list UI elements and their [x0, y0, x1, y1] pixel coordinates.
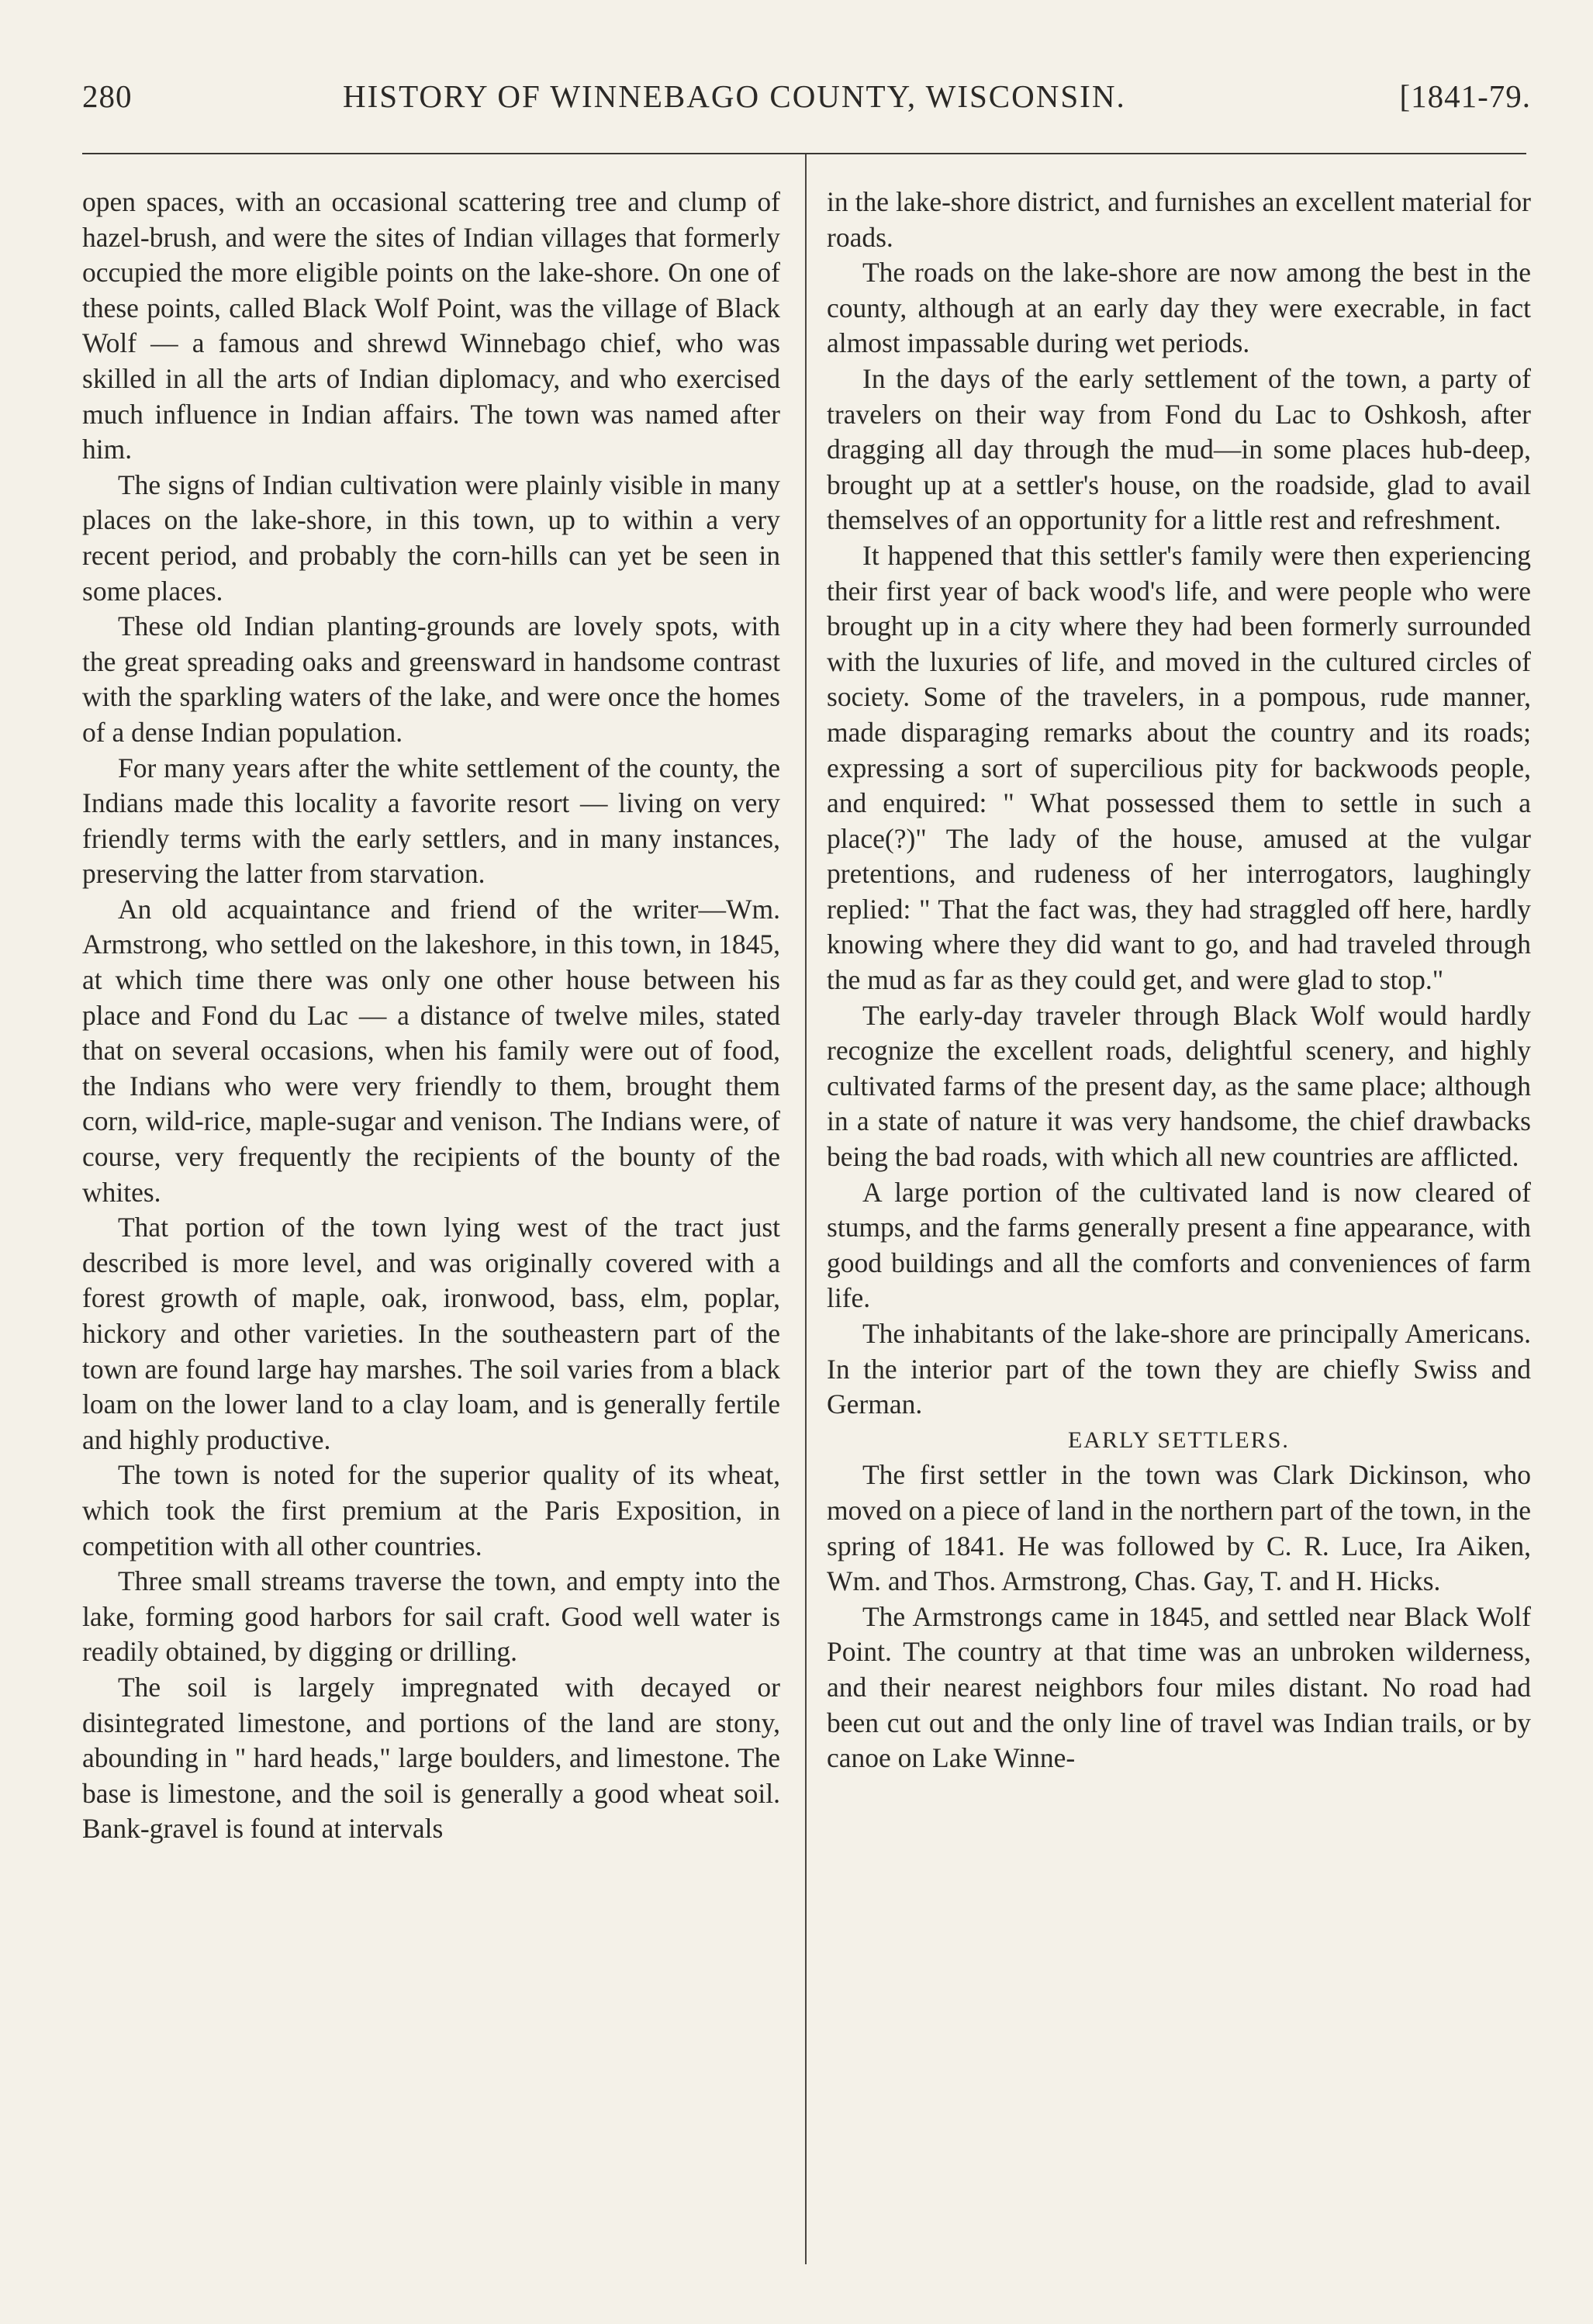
paragraph: open spaces, with an occasional scattering tree and clump of hazel-brush, and were the sites of Indian villages that formerly occupied the more eligible points on the lake-shore. On one of these points, called Black Wolf Point, was the village of Black Wolf — a famous and shrewd Winnebago chief, who was skilled in all the arts of Indian diplomacy, and who exercised much influence in Indian affairs. The town was named after him. — [82, 186, 780, 465]
paragraph: in the lake-shore district, and furnishes an excellent material for roads. — [827, 186, 1531, 253]
paragraph: The roads on the lake-shore are now among the best in the county, although at an early day they were execrable, in fact almost impassable during wet periods. — [827, 257, 1531, 359]
paragraph: The early-day traveler through Black Wolf would hardly recognize the excellent roads, delightful scenery, and highly cultivated farms of the present day, as the same place; although in a state of nature it was very handsome, the chief drawbacks being the bad roads, with which all new countries are afflicted. — [827, 999, 1531, 1173]
paragraph: The soil is largely impregnated with decayed or disintegrated limestone, and portions of the land are stony, abounding in " hard heads," large boulders, and limestone. The base is limestone, and the soil is generally a good wheat soil. Bank-gravel is found at intervals — [82, 1671, 780, 1845]
year-range: [1841-79. — [1399, 78, 1531, 114]
right-column — [827, 185, 1531, 1776]
paragraph: It happened that this settler's family were then experiencing their first year of back wood's life, and were people who were brought up in a city where they had been formerly surrounded with the luxuries of life, and moved in the cultured circles of society. Some of the travelers, in a pompous, rude manner, made disparaging remarks about the country and its roads; expressing a sort of supercilious pity for backwoods people, and enquired: " What possessed them to settle in such a place(?)" The lady of the house, amused at the vulgar pretentions, and rudeness of her interrogators, laughingly replied: " That the fact was, they had straggled off here, hardly knowing where they did want to go, and had traveled through the mud as far as they could get, and were glad to stop." — [827, 539, 1531, 996]
paragraph: Three small streams traverse the town, and empty into the lake, forming good harbors for sail craft. Good well water is readily obtained, by digging or drilling. — [82, 1565, 780, 1668]
paragraph: The first settler in the town was Clark Dickinson, who moved on a piece of land in the northern part of the town, in the spring of 1841. He was followed by C. R. Luce, Ira Aiken, Wm. and Thos. Armstrong, Chas. Gay, T. and H. Hicks. — [827, 1459, 1531, 1597]
paragraph: The Armstrongs came in 1845, and settled near Black Wolf Point. The country at that time was an unbroken wilderness, and their nearest neighbors four miles distant. No road had been cut out and the only line of travel was Indian trails, or by canoe on Lake Winne- — [827, 1600, 1531, 1774]
paragraph: A large portion of the cultivated land is now cleared of stumps, and the farms generally present a fine appearance, with good buildings and all the comforts and conveniences of farm life. — [827, 1176, 1531, 1314]
paragraph: For many years after the white settlement of the county, the Indians made this locality a favorite resort — living on very friendly terms with the early settlers, and in many instances, preserving the latter from starvation. — [82, 752, 780, 890]
paragraph: In the days of the early settlement of the town, a party of travelers on their way from Fond du Lac to Oshkosh, after dragging all day through the mud—in some places hub-deep, brought up at a settler's house, on the roadside, glad to avail themselves of an opportunity for a little rest and refreshment. — [827, 362, 1531, 536]
running-title: HISTORY OF WINNEBAGO COUNTY, WISCONSIN. — [343, 78, 1126, 114]
page-number: 280 — [82, 78, 133, 114]
left-column — [82, 185, 780, 1847]
paragraph: An old acquaintance and friend of the writer—Wm. Armstrong, who settled on the lakeshore, in this town, in 1845, at which time there was only one other house between his place and Fond du Lac — a distance of twelve miles, stated that on several occasions, when his family were out of food, the Indians who were very friendly to them, brought them corn, wild-rice, maple-sugar and venison. The Indians were, of course, very frequently the recipients of the bounty of the whites. — [82, 893, 780, 1208]
paragraph: The signs of Indian cultivation were plainly visible in many places on the lake-shore, in this town, up to within a very recent period, and probably the corn-hills can yet be seen in some places. — [82, 469, 780, 607]
paragraph: These old Indian planting-grounds are lovely spots, with the great spreading oaks and greensward in handsome contrast with the sparkling waters of the lake, and were once the homes of a dense Indian population. — [82, 610, 780, 748]
paragraph: That portion of the town lying west of the tract just described is more level, and was originally covered with a forest growth of maple, oak, ironwood, bass, elm, poplar, hickory and other varieties. In the southeastern part of the town are found large hay marshes. The soil varies from a black loam on the lower land to a clay loam, and is generally fertile and highly productive. — [82, 1212, 780, 1455]
column-divider — [805, 154, 807, 2264]
paragraph: The inhabitants of the lake-shore are principally Americans. In the interior part of the town they are chiefly Swiss and German. — [827, 1318, 1531, 1420]
paragraph: The town is noted for the superior quality of its wheat, which took the first premium at the Paris Exposition, in competition with all other countries. — [82, 1459, 780, 1561]
header-rule — [82, 153, 1526, 154]
running-header — [82, 78, 1531, 124]
section-heading: EARLY SETTLERS. — [1068, 1427, 1290, 1453]
